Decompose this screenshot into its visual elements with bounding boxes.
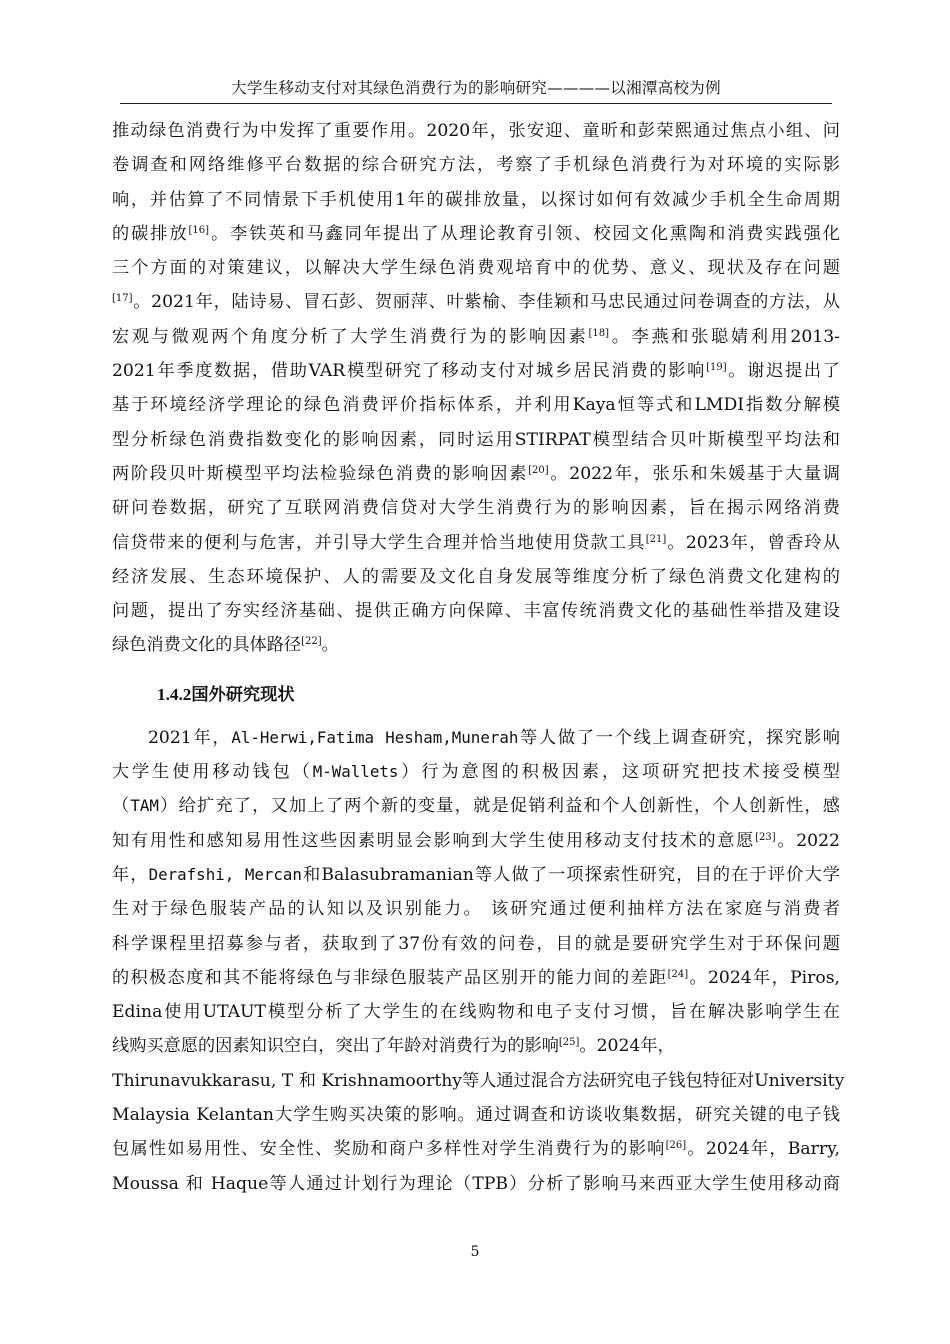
paragraph-foreign-research bbox=[112, 721, 845, 1201]
text-span: 2021年， bbox=[148, 727, 232, 748]
text-span: 和Balasubramanian等人做了一项探索性研究，目的在于评价大学 bbox=[301, 864, 840, 885]
author-names: Al-Herwi,Fatima Hesham,Munerah bbox=[231, 727, 519, 747]
text-line: 响，并估算了不同情景下手机使用1年的碳排放量，以探讨如何有效减少手机全生命周期 bbox=[112, 189, 840, 210]
text-line bbox=[112, 628, 840, 662]
text-span: 包属性如易用性、安全性、奖励和商户多样性对学生消费行为的影响 bbox=[112, 1139, 666, 1160]
text-span: 。2022 bbox=[775, 830, 840, 851]
term-tam: TAM bbox=[130, 796, 159, 816]
running-header: 大学生移动支付对其绿色消费行为的影响研究————以湘潭高校为例 bbox=[120, 76, 832, 104]
citation-23: [23] bbox=[755, 831, 776, 843]
text-span: ）给扩充了，又加上了两个新的变量，就是促销利益和个人创新性，个人创新性，感 bbox=[158, 796, 840, 817]
text-span: 。李燕和张聪婧利用2013- bbox=[609, 326, 840, 347]
text-span: 。2024年，Barry, bbox=[686, 1139, 840, 1160]
text-span: 。2022年，张乐和朱媛基于大量调 bbox=[548, 463, 840, 484]
text-line: 生对于绿色服装产品的认知以及识别能力。 该研究通过便利抽样方法在家庭与消费者 bbox=[112, 899, 840, 920]
section-heading: 1.4.2国外研究现状 bbox=[157, 684, 295, 704]
text-span: 。谢迟提出了 bbox=[726, 361, 840, 382]
citation-21: [21] bbox=[645, 533, 667, 545]
text-span: 年， bbox=[112, 864, 149, 885]
text-span: 。李铁英和马鑫同年提出了从理论教育引领、校园文化熏陶和消费实践强化 bbox=[209, 223, 840, 244]
term-m-wallets: M-Wallets bbox=[312, 762, 399, 782]
text-span: 。2024年， bbox=[579, 1036, 675, 1057]
text-span: 的碳排放 bbox=[112, 223, 189, 244]
text-span: 等人做了一个线上调查研究，探究影响 bbox=[518, 727, 840, 748]
text-line bbox=[112, 1132, 840, 1166]
citation-26: [26] bbox=[665, 1140, 687, 1152]
text-line: Thirunavukkarasu, T 和 Krishnamoorthy等人通过混合方法研究电子钱包特征对University bbox=[112, 1070, 845, 1091]
text-line bbox=[112, 320, 840, 354]
page-number: 5 bbox=[470, 1244, 480, 1260]
text-span: 信贷带来的便利与危害，并引导大学生合理并恰当地使用贷款工具 bbox=[112, 532, 646, 553]
text-line bbox=[112, 526, 840, 560]
text-span: 线购买意愿的因素知识空白，突出了年龄对消费行为的影响 bbox=[112, 1036, 559, 1057]
text-line bbox=[112, 961, 840, 995]
text-span: 。2023年，曾香玲从 bbox=[666, 532, 840, 553]
text-line bbox=[112, 824, 840, 858]
text-line bbox=[112, 858, 840, 892]
body-text bbox=[112, 114, 845, 1201]
text-line: 科学课程里招募参与者，获取到了37份有效的问卷，目的就是要研究学生对于环保问题 bbox=[112, 933, 840, 954]
citation-25: [25] bbox=[558, 1037, 580, 1049]
text-line: 卷调查和网络维修平台数据的综合研究方法，考察了手机绿色消费行为对环境的实际影 bbox=[112, 155, 840, 176]
text-span: 知有用性和感知易用性这些因素明显会影响到大学生使用移动支付技术的意愿 bbox=[112, 830, 756, 851]
text-line: 经济发展、生态环境保护、人的需要及文化自身发展等维度分析了绿色消费文化建构的 bbox=[112, 566, 840, 587]
paragraph-domestic-research bbox=[112, 114, 840, 663]
author-names: Derafshi, Mercan bbox=[148, 864, 302, 884]
text-line bbox=[112, 217, 840, 251]
text-line: 问题，提出了夯实经济基础、提供正确方向保障、丰富传统消费文化的基础性举措及建设 bbox=[112, 601, 840, 622]
text-line bbox=[112, 789, 840, 823]
text-span: （ bbox=[112, 796, 131, 817]
text-line: 推动绿色消费行为中发挥了重要作用。2020年，张安迎、童昕和彭荣熙通过焦点小组、问 bbox=[112, 121, 840, 141]
text-line bbox=[112, 285, 840, 319]
citation-20: [20] bbox=[528, 464, 549, 476]
text-span: 2021年季度数据，借助VAR模型研究了移动支付对城乡居民消费的影响 bbox=[112, 361, 707, 382]
text-span: 。2024年，Piros, bbox=[688, 967, 840, 988]
text-span: 。 bbox=[321, 635, 339, 656]
citation-18: [18] bbox=[588, 327, 610, 339]
text-line bbox=[112, 721, 840, 755]
text-line: 三个方面的对策建议，以解决大学生绿色消费观培育中的优势、意义、现状及存在问题 bbox=[112, 258, 840, 279]
text-span: 两阶段贝叶斯模型平均法检验绿色消费的影响因素 bbox=[112, 463, 529, 484]
citation-24: [24] bbox=[667, 968, 689, 980]
text-line: Moussa 和 Haque等人通过计划行为理论（TPB）分析了影响马来西亚大学生使用移动商 bbox=[112, 1173, 840, 1194]
text-line: 型分析绿色消费指数变化的影响因素，同时运用STIRPAT模型结合贝叶斯模型平均法和 bbox=[112, 429, 840, 450]
text-line bbox=[112, 457, 840, 491]
text-span: 大学生使用移动钱包（ bbox=[112, 762, 313, 783]
citation-17: [17] bbox=[112, 293, 133, 305]
text-line: 基于环境经济学理论的绿色消费评价指标体系，并利用Kaya恒等式和LMDI指数分解模 bbox=[112, 395, 840, 416]
citation-16: [16] bbox=[188, 224, 210, 236]
text-span: 。2021年，陆诗易、冒石彭、贺丽萍、叶紫榆、李佳颖和马忠民通过问卷调查的方法，从 bbox=[132, 292, 840, 313]
text-span: 宏观与微观两个角度分析了大学生消费行为的影响因素 bbox=[112, 326, 589, 347]
text-line: Edina使用UTAUT模型分析了大学生的在线购物和电子支付习惯，旨在解决影响学生在 bbox=[112, 1002, 840, 1023]
text-line: 研问卷数据，研究了互联网消费信贷对大学生消费行为的影响因素，旨在揭示网络消费 bbox=[112, 498, 840, 519]
text-line bbox=[112, 354, 840, 388]
text-line bbox=[112, 755, 840, 789]
citation-19: [19] bbox=[706, 362, 727, 374]
text-span: 绿色消费文化的具体路径 bbox=[112, 635, 302, 656]
text-line bbox=[112, 1029, 840, 1063]
text-span: ）行为意图的积极因素，这项研究把技术接受模型 bbox=[398, 762, 840, 783]
citation-22: [22] bbox=[301, 636, 322, 648]
text-line: Malaysia Kelantan大学生购买决策的影响。通过调查和访谈收集数据，研究关键的电子钱 bbox=[112, 1105, 840, 1126]
text-span: 的积极态度和其不能将绿色与非绿色服装产品区别开的能力间的差距 bbox=[112, 967, 668, 988]
